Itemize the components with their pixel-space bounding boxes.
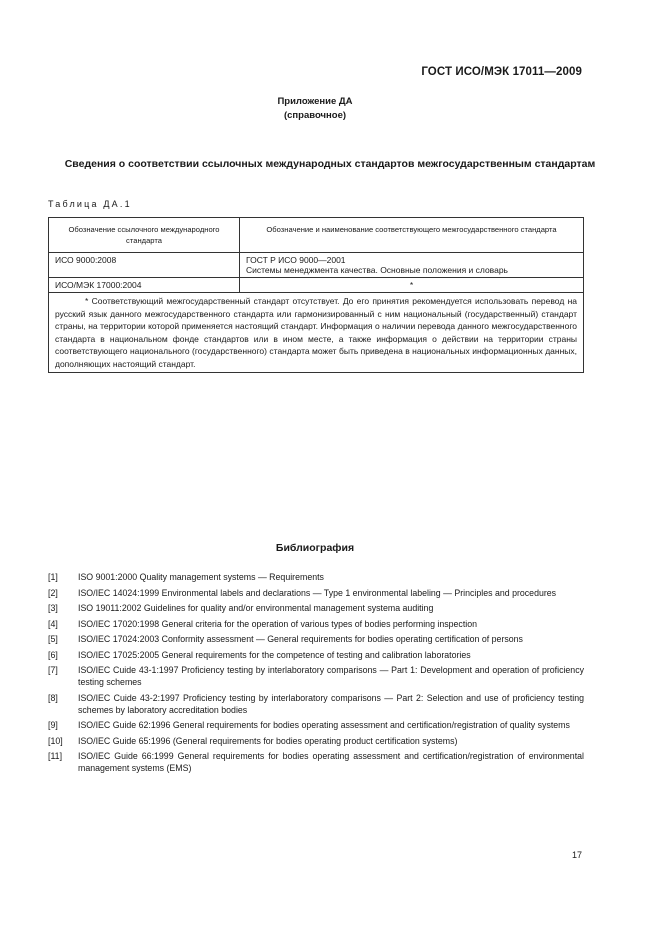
entry-number: [10] xyxy=(48,735,63,746)
bibliography-entry xyxy=(48,664,584,688)
section-title: Сведения о соответствии ссылочных международных стандартов межгосударственным стандартам xyxy=(64,158,596,170)
entry-text: ISO 9001:2000 Quality management systems — Requirements xyxy=(78,572,324,582)
entry-number: [8] xyxy=(48,692,58,703)
standard-designation: ГОСТ Р ИСО 9000—2001 xyxy=(246,255,346,265)
appendix-title: Приложение ДА xyxy=(277,96,353,107)
entry-text: ISO/IEC 14024:1999 Environmental labels and declarations — Type 1 environmental labeling — Principles and procedures xyxy=(78,587,557,598)
page-number: 17 xyxy=(571,850,582,860)
document-header: ГОСТ ИСО/МЭК 17011—2009 xyxy=(421,66,582,78)
footnote-marker: * xyxy=(409,280,414,290)
appendix-heading xyxy=(0,95,630,123)
table-header-cell: Обозначение и наименование соответствующего межгосударственного стандарта xyxy=(240,218,584,253)
correspondence-table xyxy=(48,217,584,373)
table-cell-standard xyxy=(240,278,584,293)
entry-number: [3] xyxy=(48,603,58,613)
entry-text: ISO/IEC Cuide 43-1:1997 Proficiency testing by interlaboratory comparisons — Part 1: Development and operation of proficiency testing schemes xyxy=(78,665,584,687)
footnote-text: * Соответствующий межгосударственный стандарт отсутствует. До его принятия рекомендуется использовать перевод на русский язык данного межгосударственного стандарта или гармонизированный с ним национальный (государственный) стандарт страны, на территории которой применяется настоящий стандарт. Информация о наличии перевода данного межгосударственного стандарта в национальном фонде стандартов или в ином месте, а также информация о действии на территории страны соответствующего национального (государственного) стандарта может быть приведена в национальных информационных данных, дополняющих настоящий стандарт. xyxy=(55,296,577,369)
table-caption: Таблица ДА.1 xyxy=(48,199,132,209)
entry-number: [4] xyxy=(48,618,58,629)
entry-text: ISO/IEC 17025:2005 General requirements for the competence of testing and calibration laboratories xyxy=(78,649,471,660)
bibliography-entry xyxy=(48,719,584,731)
table-footnote xyxy=(49,293,584,373)
entry-number: [2] xyxy=(48,587,58,598)
bibliography-title: Библиография xyxy=(275,542,355,554)
entry-number: [9] xyxy=(48,720,58,730)
table-header-cell: Обозначение ссылочного международного стандарта xyxy=(49,218,240,253)
bibliography-entry xyxy=(48,649,584,661)
entry-text: ISO 19011:2002 Guidelines for quality and/or environmental management systema auditing xyxy=(78,603,434,613)
entry-text: ISO/IEC Cuide 43-2:1997 Proficiency testing by interlaboratory comparisons — Part 2: Selection and use of proficiency testing schemes by laboratory accreditation bodies xyxy=(78,692,584,715)
standard-name: Системы менеджмента качества. Основные положения и словарь xyxy=(246,265,508,275)
table-footnote-row xyxy=(49,293,584,373)
bibliography-entry xyxy=(48,602,584,614)
bibliography-entry xyxy=(48,750,584,774)
table-cell-reference: ИСО/МЭК 17000:2004 xyxy=(49,278,240,293)
appendix-subtitle: (справочное) xyxy=(283,110,347,121)
entry-text: ISO/IEC Guide 66:1999 General requirements for bodies operating assessment and certification/registration of environmental management systems (EMS) xyxy=(78,751,584,773)
entry-number: [5] xyxy=(48,634,58,644)
entry-number: [1] xyxy=(48,572,58,582)
bibliography-entry xyxy=(48,735,584,747)
bibliography-entry xyxy=(48,633,584,645)
entry-text: ISO/IEC 17020:1998 General criteria for the operation of various types of bodies performing inspection xyxy=(78,618,478,629)
bibliography-entry xyxy=(48,571,584,583)
bibliography-entry xyxy=(48,692,584,716)
table-cell-standard xyxy=(240,253,584,278)
bibliography-entry xyxy=(48,587,584,599)
bibliography-list xyxy=(48,571,584,778)
entry-text: ISO/IEC Guide 62:1996 General requirements for bodies operating assessment and certification/registration of quality systems xyxy=(78,720,570,730)
entry-text: ISO/IEC Guide 65:1996 (General requirements for bodies operating product certification systems) xyxy=(78,735,458,746)
table-row xyxy=(49,253,584,278)
table-row xyxy=(49,278,584,293)
table-cell-reference: ИСО 9000:2008 xyxy=(49,253,240,278)
entry-number: [11] xyxy=(48,751,63,761)
table-header-row xyxy=(49,218,584,253)
bibliography-entry xyxy=(48,618,584,630)
entry-number: [6] xyxy=(48,649,58,660)
entry-text: ISO/IEC 17024:2003 Conformity assessment — General requirements for bodies operating certification of persons xyxy=(78,634,523,644)
entry-number: [7] xyxy=(48,665,58,675)
